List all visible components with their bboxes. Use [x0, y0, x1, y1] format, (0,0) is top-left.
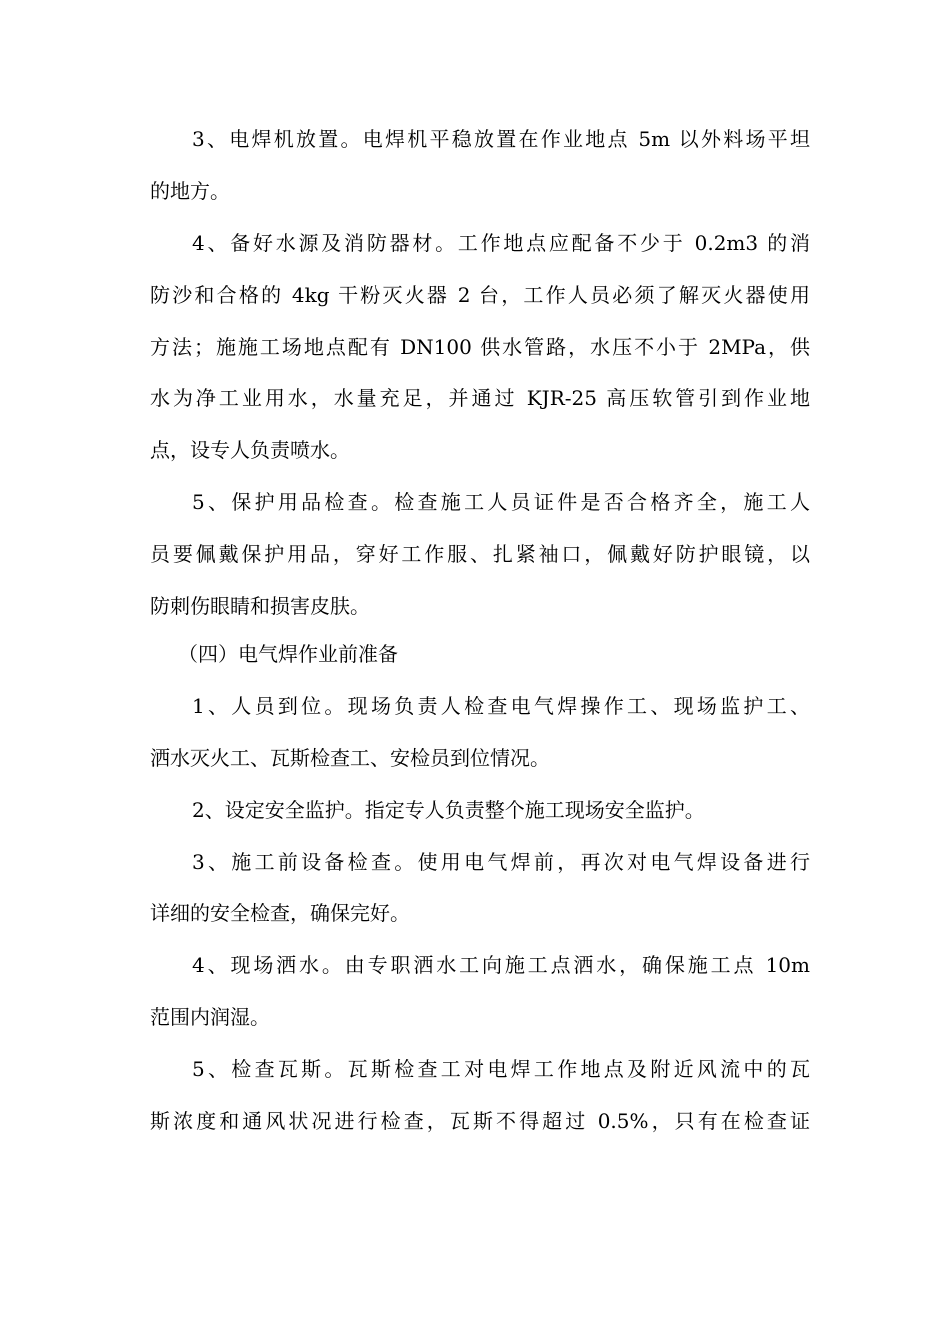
text-line: 水为净工业用水，水量充足，并通过 KJR-25 高压软管引到作业地	[150, 386, 810, 410]
text-line: 3、电焊机放置。电焊机平稳放置在作业地点 5m 以外料场平坦	[192, 127, 810, 151]
text-line: 5、检查瓦斯。瓦斯检查工对电焊工作地点及附近风流中的瓦	[192, 1057, 810, 1081]
text-line: 3、施工前设备检查。使用电气焊前，再次对电气焊设备进行	[192, 850, 810, 874]
text-line: 1、人员到位。现场负责人检查电气焊操作工、现场监护工、	[192, 694, 810, 718]
text-line: 5、保护用品检查。检查施工人员证件是否合格齐全，施工人	[192, 490, 810, 514]
text-line: 的地方。	[150, 179, 230, 203]
text-line: 洒水灭火工、瓦斯检查工、安检员到位情况。	[150, 746, 550, 770]
text-line: 4、现场洒水。由专职洒水工向施工点洒水，确保施工点 10m	[192, 953, 810, 977]
text-line: 2、设定安全监护。指定专人负责整个施工现场安全监护。	[192, 798, 705, 822]
section-heading: （四）电气焊作业前准备	[178, 642, 398, 666]
text-line: 防沙和合格的 4kg 干粉灭火器 2 台，工作人员必须了解灭火器使用	[150, 283, 810, 307]
text-line: 方法；施施工场地点配有 DN100 供水管路，水压不小于 2MPa，供	[150, 335, 810, 359]
text-line: 员要佩戴保护用品，穿好工作服、扎紧袖口，佩戴好防护眼镜，以	[150, 542, 810, 566]
text-line: 范围内润湿。	[150, 1005, 270, 1029]
text-line: 详细的安全检查，确保完好。	[150, 901, 410, 925]
text-line: 点，设专人负责喷水。	[150, 438, 350, 462]
text-line: 斯浓度和通风状况进行检查，瓦斯不得超过 0.5%，只有在检查证	[150, 1109, 810, 1133]
text-line: 4、备好水源及消防器材。工作地点应配备不少于 0.2m3 的消	[192, 231, 810, 255]
text-line: 防刺伤眼睛和损害皮肤。	[150, 594, 370, 618]
